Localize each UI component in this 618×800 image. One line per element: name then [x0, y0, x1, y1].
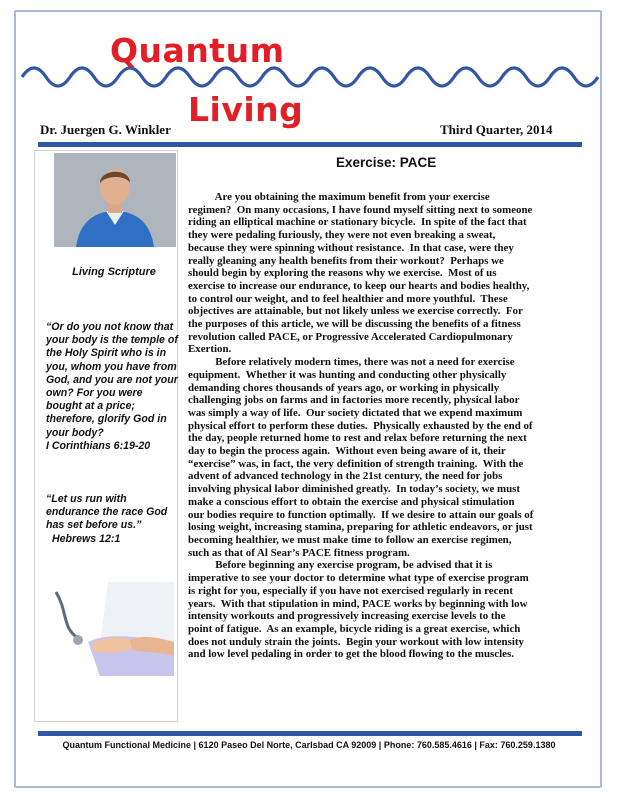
quote-reference: I Corinthians 6:19-20 [46, 439, 151, 452]
article-line: the day, people returned home to rest and relax before returning the next [188, 432, 527, 445]
scripture-quote-1 [46, 321, 180, 453]
article-line: point of fatigue. As an example, bicycle riding is a great exercise, which [188, 622, 521, 635]
article-line: day to begin the process again. Without even being aware of it, their [188, 445, 506, 458]
footer-contact: Quantum Functional Medicine | 6120 Paseo Del Norte, Carlsbad CA 92009 | Phone: 760.585.4616 | Fax: 760.259.1380 [62, 740, 556, 750]
article-line: really gleaning any health benefits from their workout? Perhaps we [188, 254, 504, 267]
article-line: equipment. Whether it was hunting and conducting other physically [188, 368, 507, 381]
article-line: demanding chores thousands of years ago, or working in physically [188, 381, 500, 394]
newsletter-title-living: Living [188, 90, 304, 129]
quote-line: “Let us run with [46, 493, 127, 505]
article-line: Are you obtaining the maximum benefit from your exercise [188, 191, 490, 203]
article-line: advent of advanced technology in the 21st century, the need for jobs [188, 470, 503, 483]
article-line: the purposes of this article, we will be discussing the benefits of a fitness [188, 318, 521, 331]
article-line: they were pedaling furiously, they were not even breaking a sweat, [188, 229, 496, 242]
quote-line: “Or do you not know that [46, 321, 174, 333]
article-paragraph [188, 559, 586, 661]
doctor-patient-photo [48, 582, 174, 676]
article-line: losing weight, increasing stamina, preparing for athletic endeavors, or just [188, 521, 533, 534]
article-line: imperative to see your doctor to determine what type of exercise program [188, 572, 529, 585]
article-line: is right for you, especially if you have not exercised regularly in recent [188, 584, 513, 597]
article-line: involving physical labor diminished greatly. In today’s society, we must [188, 483, 521, 496]
article-line: Exertion. [188, 343, 232, 356]
issue-date: Third Quarter, 2014 [440, 122, 553, 137]
article-line: make a conscious effort to obtain the exercise and physical stimulation [188, 495, 515, 508]
article-line: and low level pedaling in order to get the blood flowing to the muscles. [188, 648, 514, 661]
author-name: Dr. Juergen G. Winkler [40, 122, 171, 137]
article-line: was simply a way of life. Our society dictated that we expend maximum [188, 406, 523, 419]
article-line: Before relatively modern times, there was not a need for exercise [188, 356, 515, 369]
article-line: regimen? On many occasions, I have found myself sitting next to someone [188, 203, 533, 216]
author-photo-graphic [54, 153, 176, 247]
article-line: should begin by exploring the reasons why we exercise. Most of us [188, 267, 497, 280]
article-line: to control our weight, and to feel healthier and more youthful. These [188, 292, 508, 305]
article-line: such as that of Al Sear’s PACE fitness program. [188, 546, 410, 559]
masthead [0, 0, 618, 140]
quote-line: the Holy Spirit who is in [46, 347, 167, 360]
article-line: riding an elliptical machine or stationary bicycle. In spite of the fact that [188, 216, 527, 229]
article-line: exercise to increase our endurance, to keep our hearts and bodies healthy, [188, 279, 530, 292]
quote-line: has set before us.” [46, 519, 142, 532]
article-body [188, 191, 586, 661]
scripture-quote-2 [46, 493, 180, 546]
article-line: does not unduly strain the joints. Begin your workout with low intensity [188, 635, 524, 648]
quote-line: your body? [46, 426, 104, 439]
quote-reference: Hebrews 12:1 [52, 532, 121, 545]
bottom-rule [38, 731, 582, 736]
article-line: physical effort to perform these duties. Physically exhausted by the end of [188, 419, 533, 432]
author-photo [54, 153, 176, 247]
newsletter-title-quantum: Quantum [110, 31, 285, 70]
article-title: Exercise: PACE [336, 155, 437, 170]
article-paragraph [188, 191, 586, 356]
top-rule [38, 142, 582, 147]
quote-line: bought at a price; [46, 400, 135, 413]
article-line: years. With that stipulation in mind, PACE works by beginning with low [188, 597, 528, 610]
quote-line: own? For you were [46, 387, 143, 400]
article-line: revolution called PACE, or Progressive Accelerated Cardiopulmonary [188, 330, 513, 343]
wave-decoration [20, 62, 600, 92]
article-line: intensity workouts and progressively increasing exercise levels to the [188, 610, 506, 623]
quote-line: your body is the temple of [46, 334, 178, 347]
quote-line: you, whom you have from [46, 360, 177, 373]
article-line: challenging jobs on farms and in factories more recently, physical labor [188, 394, 520, 407]
article-line: “exercise” was, in fact, the very definition of strength training. With the [188, 457, 524, 470]
quote-line: therefore, glorify God in [46, 413, 167, 426]
article-line: our bodies require to function optimally. If we desire to attain our goals of [188, 508, 534, 521]
article-line: because they were spinning without resistance. In that case, were they [188, 241, 514, 254]
quote-line: God, and you are not your [46, 373, 178, 386]
article-line: Before beginning any exercise program, be advised that it is [188, 559, 493, 572]
article-paragraph [188, 356, 586, 559]
living-scripture-heading: Living Scripture [72, 266, 156, 278]
doctor-photo-graphic [48, 582, 174, 676]
quote-line: endurance the race God [46, 506, 168, 519]
article-line: becoming healthier, we must make time to follow an exercise regimen, [188, 533, 512, 546]
article-line: objectives are attainable, but not likely unless we exercise correctly. For [188, 305, 523, 318]
